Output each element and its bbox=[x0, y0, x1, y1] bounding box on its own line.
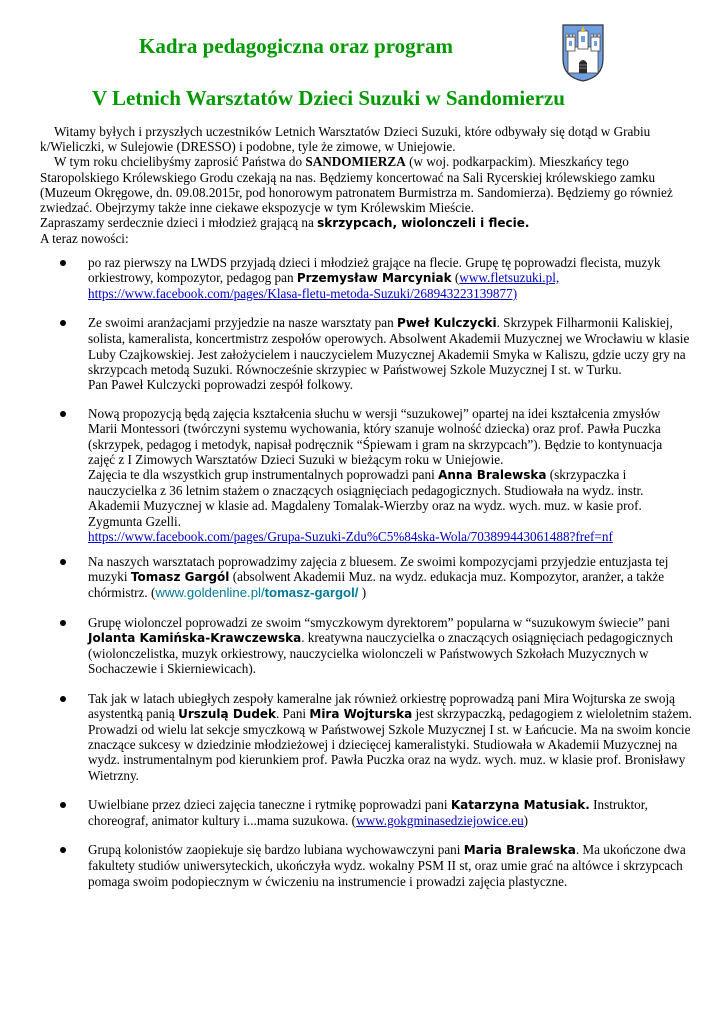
item-text: Nową propozycją będą zajęcia kształcenia słuchu w wersji “suzukowej” opartej na idei kształcenia zmysłów Marii Montessori (twórczyni systemu wychowania, który szanuje wolność dziecka) oraz prof. Pawła Puczka (skrzypek, pedagog i metodyk, napisał podręcznik “Śpiewam i gram na skrzypcach”). Będzie to kontynuacja zajęć z I Zimowych Warsztatów Dzieci Suzuki w bieżącym roku w Uniejowie. bbox=[88, 406, 663, 467]
item-text: Zajęcia te dla wszystkich grup instrumentalnych poprowadzi pani bbox=[88, 467, 439, 483]
teacher-name: Przemysław Marcyniak bbox=[296, 270, 452, 285]
item-text: Pan Paweł Kulczycki poprowadzi zespół folkowy. bbox=[88, 377, 354, 393]
item-text: Instruktor, choreograf, animator kultury i...mama suzukowa. ( bbox=[88, 796, 648, 828]
bullet-icon bbox=[60, 802, 66, 808]
bullet-icon bbox=[60, 696, 66, 702]
teacher-name: Maria Bralewska bbox=[463, 843, 576, 858]
item-text: Tak jak w latach ubiegłych zespoły kameralne jak również orkiestrę poprowadzą pani Mira Wojturska ze swoją asystentką panią bbox=[88, 690, 675, 721]
gok-link[interactable]: www.gokgminasedziejowice.eu bbox=[356, 812, 524, 828]
intro-paragraph-2 bbox=[40, 154, 692, 215]
list-item-cello bbox=[40, 615, 692, 677]
item-text: . Ma ukończone dwa fakultety studiów uniwersyteckich, ukończyła wydz. wokalny PSM II st, oraz umie grać na altówce i skrzypcach pomaga swoim podopiecznym w ćwiczeniu na instrumencie i prowadzi zajęcia plastyczne. bbox=[88, 842, 686, 889]
suzuki-zdunska-wola-link[interactable]: https://www.facebook.com/pages/Grupa-Suzuki-Zdu%C5%84ska-Wola/703899443061488?fref=nf bbox=[88, 528, 613, 544]
intro-text: Zapraszamy serdecznie dzieci i młodzież grającą na bbox=[40, 215, 318, 231]
item-text: Grupą kolonistów zaopiekuje się bardzo lubiana wychowawczyni pani bbox=[88, 842, 464, 858]
goldenline-link-path[interactable]: tomasz-gargol/ bbox=[264, 585, 359, 601]
teacher-name: Mira Wojturska bbox=[309, 706, 413, 721]
news-list-continued bbox=[40, 554, 692, 889]
intro-text: W tym roku chcielibyśmy zaprosić Państwa do bbox=[54, 154, 306, 170]
news-heading: A teraz nowości: bbox=[40, 231, 129, 247]
intro-text: (w woj. podkarpackim). Mieszkańcy tego Staropolskiego Królewskiego Grodu czekają na nas. Będziemy koncertować na Sali Rycerskiej królewskiego zamku (Muzeum Okręgowe, dn. 09.08.2015r, pod honorowym patronatem Burmistrza m. Sandomierza). Będziemy go również zwiedzać. Obejrzymy także inne ciekawe ekspozycje w tym Królewskim Mieście. bbox=[40, 154, 673, 216]
teacher-name: Anna Bralewska bbox=[438, 468, 547, 483]
item-text: po raz pierwszy na LWDS przyjadą dzieci i młodzież grające na flecie. Grupę tę poprowadzi flecista, muzyk orkiestrowy, kompozytor, pedagog pan bbox=[88, 254, 661, 285]
list-item-dance bbox=[40, 797, 692, 828]
bullet-icon bbox=[60, 260, 66, 266]
fletsuzuki-link[interactable]: www.fletsuzuki.pl, bbox=[459, 269, 560, 285]
sandomierz-coat-of-arms-icon bbox=[560, 23, 606, 83]
intro-paragraph-3 bbox=[40, 215, 692, 231]
goldenline-link[interactable]: www.goldenline.pl/ bbox=[155, 585, 265, 601]
list-item-ear-training bbox=[40, 406, 692, 467]
page-title: Kadra pedagogiczna oraz program bbox=[139, 34, 453, 58]
item-text: ) bbox=[358, 585, 367, 601]
bullet-icon bbox=[60, 320, 66, 326]
flute-facebook-link[interactable]: https://www.facebook.com/pages/Klasa-fletu-metoda-Suzuki/268943223139877) bbox=[88, 286, 518, 302]
item-text: . kreatywna nauczycielka o znaczących osiągnięciach pedagogicznych (wiolonczelistka, muzyk orkiestrowy, nauczycielka wiolonczeli w Państwowych Szkołach Muzycznych w Sochaczewie i Skierniewicach). bbox=[88, 629, 673, 677]
item-text: (skrzypaczka i nauczycielka z 36 letnim stażem o znaczących osiągnięciach pedagogicznych. Studiowała na wydz. instr. Akademii Muzycznej w klasie ad. Magdaleny Tomalak-Wierzby oraz na wydz. wych. muz. w kasie prof. Zygmunta Gzelli. bbox=[88, 467, 644, 529]
teacher-name: Jolanta Kamińska-Krawczewska bbox=[88, 630, 302, 645]
anna-paragraph bbox=[40, 467, 692, 544]
teacher-name: Tomasz Gargól bbox=[130, 570, 230, 585]
item-text: . Pani bbox=[276, 705, 310, 721]
item-text: ( bbox=[451, 269, 460, 285]
item-text: Ze swoimi aranżacjami przyjedzie na nasze warsztaty pan bbox=[88, 315, 398, 331]
bullet-icon bbox=[60, 620, 66, 626]
item-text: Na naszych warsztatach poprowadzimy zajęcia z bluesem. Ze swoimi kompozycjami przyjedzie entuzjasta tej muzyki bbox=[88, 554, 669, 585]
teacher-name: Urszulą Dudek bbox=[178, 706, 277, 721]
list-item-flute bbox=[40, 255, 692, 302]
page-subtitle: V Letnich Warsztatów Dzieci Suzuki w Sandomierzu bbox=[92, 86, 565, 110]
intro-paragraph-1: Witamy byłych i przyszłych uczestników Letnich Warsztatów Dzieci Suzuki, które odbywały się dotąd w Grabiu k/Wieliczki, w Sulejowie (DRESSO) i podobne, tyle że zimowe, w Uniejowie. bbox=[40, 124, 651, 155]
bullet-icon bbox=[60, 411, 66, 417]
instruments-list: skrzypcach, wiolonczeli i flecie. bbox=[317, 216, 530, 231]
teacher-name: Pweł Kulczycki bbox=[397, 316, 497, 331]
item-text: Uwielbiane przez dzieci zajęcia taneczne i rytmikę poprowadzi pani bbox=[88, 796, 451, 812]
document-body bbox=[40, 124, 692, 889]
item-text: . Skrzypek Filharmonii Kaliskiej, solista, kameralista, koncertmistrz zespołów operowych. Absolwent Akademii Muzycznej we Wrocławiu w klasie Luby Czajkowskiej. Jest założycielem i nauczycielem Muzycznej Akademii Smyka w Kaliszu, gdzie uczy gry na skrzypcach metodą Suzuki. Równocześnie skrzypiec w Państwowej Szkole Muzycznej I st. w Turku. bbox=[88, 315, 690, 377]
item-text: Grupę wiolonczel poprowadzi ze swoim “smyczkowym dyrektorem” popularna w “suzukowym świecie” pani bbox=[88, 614, 670, 630]
list-item-chamber bbox=[40, 691, 692, 783]
list-item-folk bbox=[40, 315, 692, 392]
news-list bbox=[40, 255, 692, 467]
item-text: jest skrzypaczką, pedagogiem z wieloletnim stażem. Prowadzi od wielu lat sekcje smyczkową w Państwowej Szkole Muzycznej I st. w Łańcucie. Ma na swoim koncie znaczące sukcesy w dziedzinie młodzieżowej i dziecięcej kameralistyki. Studiowała w Akademii Muzycznej na wydz. instrumentalnym pod kierunkiem prof. Pawła Puczka oraz na wydz. wych. muz. w klasie prof. Bronisławy Wietrzny. bbox=[88, 705, 692, 783]
item-text: ) bbox=[523, 812, 529, 828]
bullet-icon bbox=[60, 847, 66, 853]
item-text: (absolwent Akademii Muz. na wydz. edukacja muz. Kompozytor, aranżer, a także chórmistrz. ( bbox=[88, 569, 665, 601]
bullet-icon bbox=[60, 559, 66, 565]
teacher-name: Katarzyna Matusiak. bbox=[450, 797, 590, 812]
city-name: SANDOMIERZA bbox=[305, 154, 406, 170]
list-item-care bbox=[40, 842, 692, 889]
list-item-blues bbox=[40, 554, 692, 601]
